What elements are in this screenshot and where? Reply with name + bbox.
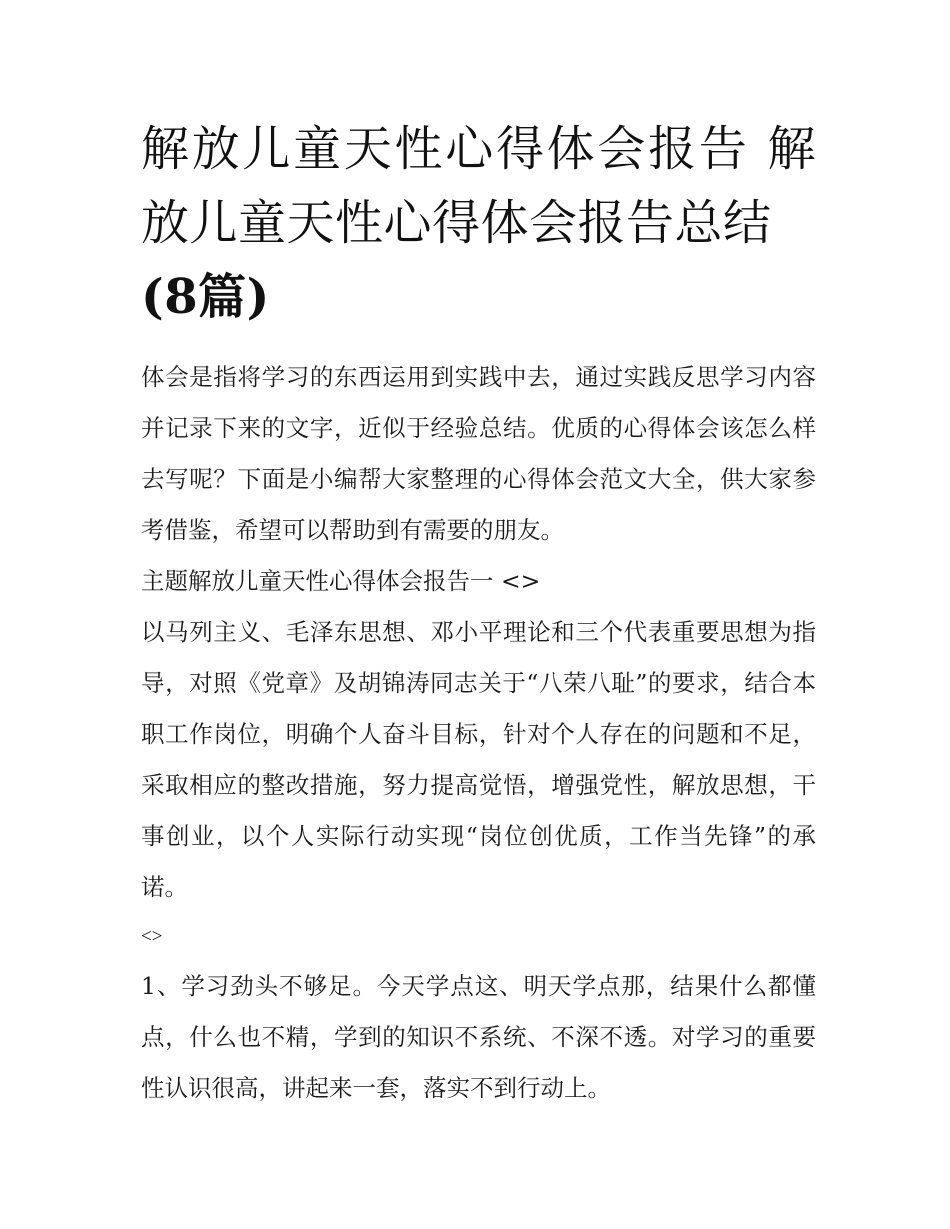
- body-paragraph: 以马列主义、毛泽东思想、邓小平理论和三个代表重要思想为指导，对照《党章》及胡锦涛同志关于“八荣八耻”的要求，结合本职工作岗位，明确个人奋斗目标，针对个人存在的问题和不足，采取相应的整改措施，努力提高觉悟，增强党性，解放思想，干事创业，以个人实际行动实现“岗位创优质，工作当先锋”的承诺。: [141, 618, 816, 901]
- placeholder-marker: <>: [141, 926, 163, 947]
- document-body: [141, 112, 816, 1114]
- section-heading: 主题解放儿童天性心得体会报告一 <>: [141, 567, 541, 595]
- point-1-paragraph: 1、学习劲头不够足。今天学点这、明天学点那，结果什么都懂点，什么也不精，学到的知识不系统、不深不透。对学习的重要性认识很高，讲起来一套，落实不到行动上。: [141, 972, 816, 1102]
- title-main-text: 解放儿童天性心得体会报告 解放儿童天性心得体会报告总结: [141, 121, 816, 251]
- intro-paragraph: 体会是指将学习的东西运用到实践中去，通过实践反思学习内容并记录下来的文字，近似于经验总结。优质的心得体会该怎么样去写呢？下面是小编帮大家整理的心得体会范文大全，供大家参考借鉴，希望可以帮助到有需要的朋友。: [141, 363, 816, 544]
- title-count: (8篇): [141, 269, 270, 325]
- document-title: [141, 112, 816, 334]
